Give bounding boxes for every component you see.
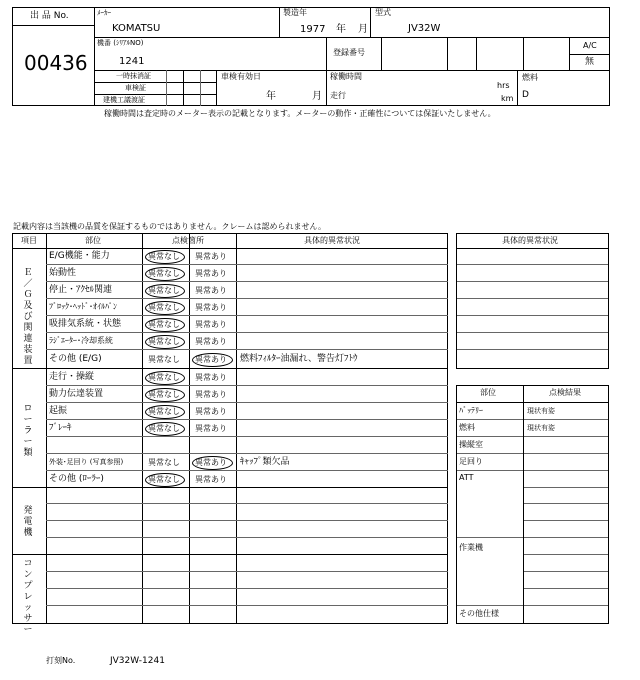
expiry-month-unit: 月 bbox=[312, 91, 322, 102]
row-part: 走行・操縦 bbox=[49, 372, 95, 382]
abnormal-option: 異常あり bbox=[195, 252, 227, 261]
abnormal-option: 異常あり bbox=[195, 475, 227, 484]
month-unit: 月 bbox=[358, 24, 368, 35]
abnormal-option: 異常あり bbox=[195, 337, 227, 346]
row-part: ﾌﾞﾚｰｷ bbox=[49, 423, 72, 433]
row-part: E/G機能・能力 bbox=[49, 251, 110, 261]
check-circle bbox=[192, 353, 233, 367]
row-part: 外装･足回り (写真参照) bbox=[49, 458, 124, 466]
row-part: その他 (ﾛｰﾗｰ) bbox=[49, 474, 104, 484]
normal-option: 異常なし bbox=[148, 458, 180, 467]
normal-option: 異常なし bbox=[148, 390, 180, 399]
hours-unit: hrs bbox=[497, 81, 510, 90]
abnormal-option: 異常あり bbox=[195, 407, 227, 416]
meter-note: 稼働時間は査定時のメーター表示の記載となります。メーターの動作・正確性については保証いたしません。 bbox=[104, 109, 496, 118]
col-item-header: 項目 bbox=[21, 236, 37, 245]
check-circle bbox=[145, 405, 185, 419]
abnormal-option: 異常あり bbox=[195, 286, 227, 295]
group-roller-label: ローラー類 bbox=[23, 404, 33, 458]
normal-option: 異常なし bbox=[148, 286, 180, 295]
abnormal-option: 異常あり bbox=[195, 390, 227, 399]
check-circle bbox=[145, 422, 185, 436]
ac-label: A/C bbox=[583, 41, 597, 50]
inspection-cert-label: 車検証 bbox=[125, 84, 146, 92]
fuel-value: D bbox=[522, 90, 529, 100]
part-header: 部位 bbox=[480, 388, 496, 397]
abnormal-option: 異常あり bbox=[195, 320, 227, 329]
normal-option: 異常なし bbox=[148, 475, 180, 484]
travel-label: 走行 bbox=[330, 91, 346, 100]
result-header: 点検結果 bbox=[549, 388, 581, 397]
check-circle bbox=[145, 473, 185, 487]
check-circle bbox=[192, 456, 233, 470]
abnormal-option: 異常あり bbox=[195, 458, 227, 467]
inspection-expiry-label: 車検有効日 bbox=[221, 72, 261, 81]
year-label: 製造年 bbox=[283, 8, 307, 17]
abnormal-option: 異常あり bbox=[195, 424, 227, 433]
check-circle bbox=[145, 388, 185, 402]
fuel-label: 燃料 bbox=[522, 73, 538, 82]
normal-option: 異常なし bbox=[148, 355, 180, 364]
group-engine-label: Ｅ／Ｇ及び関連装置 bbox=[23, 268, 33, 366]
fuel-result: 現状有姿 bbox=[527, 424, 555, 432]
construction-label: 建機工議渡証 bbox=[103, 96, 145, 104]
year-unit: 年 bbox=[336, 24, 346, 35]
row-detail: ｷｬｯﾌﾟ類欠品 bbox=[240, 457, 290, 467]
undercarriage-label: 足回り bbox=[459, 457, 483, 466]
normal-option: 異常なし bbox=[148, 407, 180, 416]
battery-label: ﾊﾞｯﾃﾘｰ bbox=[459, 406, 483, 415]
model-value: JV32W bbox=[408, 23, 441, 34]
check-circle bbox=[145, 371, 185, 385]
maker-value: KOMATSU bbox=[112, 23, 161, 34]
row-part: ﾌﾞﾛｯｸ･ﾍｯﾄﾞ･ｵｲﾙﾊﾟﾝ bbox=[49, 302, 117, 311]
stamp-label: 打刻No. bbox=[46, 656, 76, 665]
row-detail: 燃料ﾌｨﾙﾀｰ油漏れ、警告灯ﾌﾄｳ bbox=[240, 354, 358, 364]
normal-option: 異常なし bbox=[148, 373, 180, 382]
km-unit: km bbox=[501, 94, 514, 103]
group-compressor-label: コンプレッサー bbox=[23, 559, 33, 635]
cab-label: 操縦室 bbox=[459, 440, 483, 449]
registration-label: 登録番号 bbox=[333, 48, 365, 57]
work-machine-label: 作業機 bbox=[459, 543, 483, 552]
expiry-year-unit: 年 bbox=[266, 91, 276, 102]
lot-no: 00436 bbox=[24, 51, 88, 75]
battery-result: 現状有姿 bbox=[527, 407, 555, 415]
row-part: 起振 bbox=[49, 406, 68, 416]
check-circle bbox=[145, 318, 185, 332]
check-circle bbox=[145, 284, 185, 298]
check-circle bbox=[145, 301, 185, 315]
normal-option: 異常なし bbox=[148, 337, 180, 346]
row-part: ﾗｼﾞｴｰﾀｰ･冷却系統 bbox=[49, 336, 113, 345]
col-detail-header: 具体的異常状況 bbox=[304, 236, 360, 245]
year-value: 1977 bbox=[300, 24, 326, 35]
disclaimer: 記載内容は当該機の品質を保証するものではありません。クレームは認められません。 bbox=[13, 222, 326, 231]
abnormal-option: 異常あり bbox=[195, 355, 227, 364]
model-label: 型式 bbox=[375, 8, 391, 17]
serial-value: 1241 bbox=[119, 56, 145, 67]
col-part-header: 部位 bbox=[85, 236, 101, 245]
normal-option: 異常なし bbox=[148, 269, 180, 278]
maker-label: ﾒｰｶｰ bbox=[97, 9, 111, 17]
att-label: ATT bbox=[459, 473, 474, 482]
row-part: 停止・ｱｸｾﾙ関連 bbox=[49, 285, 113, 295]
normal-option: 異常なし bbox=[148, 424, 180, 433]
row-part: 動力伝達装置 bbox=[49, 389, 104, 399]
fuel-result-label: 燃料 bbox=[459, 423, 475, 432]
check-circle bbox=[145, 267, 185, 281]
serial-label: 機番 (ｼﾘｱﾙNO) bbox=[97, 39, 144, 47]
abnormal-option: 異常あり bbox=[195, 269, 227, 278]
normal-option: 異常なし bbox=[148, 320, 180, 329]
row-part: その他 (E/G) bbox=[49, 354, 102, 364]
detail-header: 具体的異常状況 bbox=[502, 236, 558, 245]
abnormal-option: 異常あり bbox=[195, 303, 227, 312]
check-circle bbox=[145, 250, 185, 264]
abnormal-option: 異常あり bbox=[195, 373, 227, 382]
hours-label: 稼働時間 bbox=[330, 72, 362, 81]
normal-option: 異常なし bbox=[148, 252, 180, 261]
lot-no-label: 出 品 No. bbox=[30, 11, 69, 21]
temp-use-label: 一時抹消証 bbox=[116, 72, 151, 80]
col-check-header: 点検箇所 bbox=[172, 236, 204, 245]
other-spec-label: その他仕様 bbox=[459, 609, 499, 618]
row-part: 吸排気系統・状態 bbox=[49, 319, 122, 329]
stamp-value: JV32W-1241 bbox=[110, 656, 165, 666]
ac-value: 無 bbox=[585, 57, 595, 67]
group-generator-label: 発電機 bbox=[23, 506, 33, 538]
row-part: 始動性 bbox=[49, 268, 77, 278]
check-circle bbox=[145, 335, 185, 349]
normal-option: 異常なし bbox=[148, 303, 180, 312]
